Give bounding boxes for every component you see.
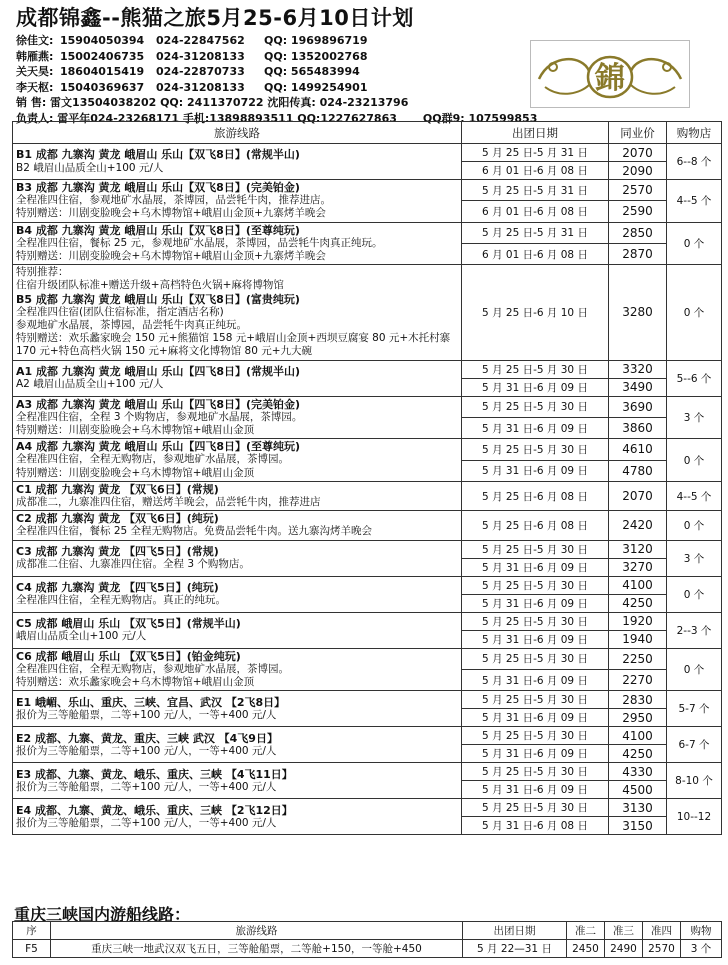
route-note: 特别赠送：欢乐蠡家晚会 150 元+熊猫馆 158 元+峨眉山金顶+西坝豆腐宴 80 元+木托村寨 170 元+特色高档火锅 150 元+麻将文化博物馆 80 元+九大碗 bbox=[16, 332, 451, 358]
departure-date: 5 月 25 日-5 月 30 日 bbox=[462, 648, 609, 669]
route-note: 特别赠送：欢乐蠡家晚会+乌木博物馆+峨眉山金顶 bbox=[16, 676, 255, 689]
table-row bbox=[13, 439, 722, 460]
trade-price: 4250 bbox=[609, 745, 667, 763]
departure-date: 5 月 25 日-6 月 08 日 bbox=[462, 481, 609, 510]
cruise-cell: 2450 bbox=[567, 940, 605, 958]
trade-price: 2850 bbox=[609, 222, 667, 243]
trade-price: 3120 bbox=[609, 540, 667, 558]
trade-price: 1920 bbox=[609, 612, 667, 630]
trade-price: 4250 bbox=[609, 594, 667, 612]
col-header-shop: 购物店 bbox=[667, 122, 722, 144]
trade-price: 1940 bbox=[609, 630, 667, 648]
contact-tel: 024-31208133 bbox=[156, 80, 245, 94]
table-row bbox=[13, 265, 722, 360]
departure-date: 5 月 25 日-5 月 31 日 bbox=[462, 222, 609, 243]
shop-count: 5--6 个 bbox=[667, 360, 722, 396]
departure-date: 5 月 31 日-6 月 09 日 bbox=[462, 745, 609, 763]
table-row bbox=[13, 180, 722, 201]
contact-row bbox=[16, 33, 537, 49]
trade-price: 2070 bbox=[609, 144, 667, 162]
route-cell bbox=[13, 799, 462, 835]
col-header-route: 旅游线路 bbox=[13, 122, 462, 144]
trade-price: 2570 bbox=[609, 180, 667, 201]
contact-block bbox=[16, 33, 537, 127]
departure-date: 5 月 25 日-5 月 30 日 bbox=[462, 396, 609, 417]
departure-date: 5 月 25 日-5 月 30 日 bbox=[462, 576, 609, 594]
cruise-col-header: 准二 bbox=[567, 922, 605, 940]
cruise-cell: 2490 bbox=[605, 940, 643, 958]
departure-date: 5 月 25 日-5 月 30 日 bbox=[462, 799, 609, 817]
cruise-cell: 5 月 22—31 日 bbox=[463, 940, 567, 958]
route-title: E3 成都、九寨、黄龙、峨乐、重庆、三峡 【4飞11日】 bbox=[16, 767, 293, 781]
route-title: B1 成都 九寨沟 黄龙 峨眉山 乐山【双飞8日】(常规半山) bbox=[16, 148, 300, 162]
table-row bbox=[13, 481, 722, 510]
trade-price: 3150 bbox=[609, 817, 667, 835]
route-title: C2 成都 九寨沟 黄龙 【双飞6日】(纯玩) bbox=[16, 512, 219, 526]
route-title: C6 成都 峨眉山 乐山 【双飞5日】(铂金纯玩) bbox=[16, 649, 241, 663]
contact-qq: QQ: 1969896719 bbox=[264, 34, 368, 47]
trade-price: 4610 bbox=[609, 439, 667, 460]
route-note: 特别赠送：川剧变脸晚会+乌木博物馆+峨眉山金顶 bbox=[16, 424, 255, 437]
departure-date: 5 月 31 日-6 月 09 日 bbox=[462, 558, 609, 576]
cruise-col-header: 准四 bbox=[643, 922, 681, 940]
shop-count: 4--5 个 bbox=[667, 180, 722, 223]
table-row bbox=[13, 727, 722, 745]
route-cell bbox=[13, 265, 462, 360]
route-note: 特别推荐： bbox=[16, 266, 69, 279]
route-cell bbox=[13, 481, 462, 510]
route-note: 全程准四住宿，全程无购物店，参观地矿水晶展，茶博园。 bbox=[16, 453, 289, 466]
shop-count: 8-10 个 bbox=[667, 763, 722, 799]
departure-date: 6 月 01 日-6 月 08 日 bbox=[462, 201, 609, 222]
cruise-cell: 2570 bbox=[643, 940, 681, 958]
contact-qq: QQ: 1499254901 bbox=[264, 80, 368, 94]
route-note: 特别赠送：川剧变脸晚会+乌木博物馆+峨眉山金顶+九寨烤羊晚会 bbox=[16, 250, 326, 263]
trade-price: 3280 bbox=[609, 265, 667, 360]
trade-price: 4330 bbox=[609, 763, 667, 781]
trade-price: 4500 bbox=[609, 781, 667, 799]
contact-tel: 024-22870733 bbox=[156, 65, 245, 79]
qq-group: QQ群9: 107599853 bbox=[422, 111, 538, 125]
route-note: 全程准四住宿(团队住宿标准，指定酒店名称) bbox=[16, 305, 224, 318]
route-title: C3 成都 九寨沟 黄龙 【四飞5日】(常规) bbox=[16, 544, 219, 558]
trade-price: 2270 bbox=[609, 669, 667, 690]
route-note: 报价为三等舱船票，二等+100 元/人，一等+400 元/人 bbox=[16, 816, 277, 829]
route-note: 报价为三等舱船票，二等+100 元/人，一等+400 元/人 bbox=[16, 708, 277, 721]
cruise-section-title: 重庆三峡国内游船线路： bbox=[14, 905, 191, 924]
route-note: 全程准四住宿，全程 3 个购物店，参观地矿水晶展，茶博园。 bbox=[16, 410, 303, 423]
departure-date: 5 月 25 日-5 月 30 日 bbox=[462, 727, 609, 745]
route-title: A3 成都 九寨沟 黄龙 峨眉山 乐山【四飞8日】(完美铂金) bbox=[16, 397, 301, 411]
route-title: B5 成都 九寨沟 黄龙 峨眉山 乐山【双飞8日】(富贵纯玩) bbox=[16, 292, 300, 306]
departure-date: 5 月 25 日-6 月 08 日 bbox=[462, 511, 609, 540]
route-note: 全程准四住宿，餐标 25 元，参观地矿水晶展，茶博园，品尝牦牛肉真正纯玩。 bbox=[16, 236, 383, 249]
table-row bbox=[13, 612, 722, 630]
trade-price: 3690 bbox=[609, 396, 667, 417]
shop-count: 3 个 bbox=[667, 540, 722, 576]
trade-price: 3130 bbox=[609, 799, 667, 817]
trade-price: 4780 bbox=[609, 460, 667, 481]
contact-row bbox=[16, 49, 537, 65]
route-cell bbox=[13, 763, 462, 799]
logo-character: 錦 bbox=[595, 61, 625, 96]
shop-count: 0 个 bbox=[667, 648, 722, 691]
table-row bbox=[13, 648, 722, 669]
shop-count: 6--8 个 bbox=[667, 144, 722, 180]
contact-qq: QQ: 1352002768 bbox=[264, 49, 368, 63]
contact-mobile: 18604015419 bbox=[60, 65, 145, 79]
trade-price: 2070 bbox=[609, 481, 667, 510]
contact-mobile: 15002406735 bbox=[60, 49, 145, 63]
cruise-cell: 重庆三峡一地武汉双飞五日，三等舱船票，二等舱+150，一等舱+450 bbox=[51, 940, 463, 958]
contact-name: 韩雁燕: bbox=[16, 49, 54, 63]
route-cell bbox=[13, 576, 462, 612]
route-title: A1 成都 九寨沟 黄龙 峨眉山 乐山【四飞8日】(常规半山) bbox=[16, 364, 301, 378]
route-cell bbox=[13, 511, 462, 540]
table-row bbox=[13, 511, 722, 540]
route-title: E2 成都、九寨、黄龙、重庆、三峡 武汉 【4飞9日】 bbox=[16, 731, 278, 745]
shop-count: 3 个 bbox=[667, 396, 722, 439]
departure-date: 5 月 31 日-6 月 09 日 bbox=[462, 417, 609, 438]
trade-price: 4100 bbox=[609, 576, 667, 594]
departure-date: 5 月 31 日-6 月 09 日 bbox=[462, 460, 609, 481]
sales-row bbox=[16, 95, 537, 111]
route-title: B4 成都 九寨沟 黄龙 峨眉山 乐山【双飞8日】(至尊纯玩) bbox=[16, 223, 300, 237]
route-note: B2 峨眉山品质全山+100 元/人 bbox=[16, 161, 164, 174]
contact-tel: 024-22847562 bbox=[156, 34, 245, 47]
table-row bbox=[13, 396, 722, 417]
table-row bbox=[13, 360, 722, 378]
route-note: 全程准四住宿，全程无购物店，参观地矿水晶展，茶博园。 bbox=[16, 662, 289, 675]
page-title: 成都锦鑫--熊猫之旅5月25-6月10日计划 bbox=[16, 6, 414, 30]
shop-count: 5-7 个 bbox=[667, 691, 722, 727]
trade-price: 2950 bbox=[609, 709, 667, 727]
route-title: C1 成都 九寨沟 黄龙 【双飞6日】(常规) bbox=[16, 482, 219, 496]
route-cell bbox=[13, 222, 462, 265]
cruise-header-row bbox=[13, 922, 722, 940]
table-row bbox=[13, 540, 722, 558]
cruise-col-header: 出团日期 bbox=[463, 922, 567, 940]
departure-date: 5 月 25 日-5 月 30 日 bbox=[462, 691, 609, 709]
departure-date: 5 月 31 日-6 月 09 日 bbox=[462, 594, 609, 612]
table-header-row bbox=[13, 122, 722, 144]
cruise-col-header: 准三 bbox=[605, 922, 643, 940]
route-cell bbox=[13, 612, 462, 648]
trade-price: 4100 bbox=[609, 727, 667, 745]
contact-mobile: 15040369637 bbox=[60, 80, 145, 94]
cruise-row bbox=[13, 940, 722, 958]
table-row bbox=[13, 144, 722, 162]
trade-price: 2830 bbox=[609, 691, 667, 709]
table-row bbox=[13, 799, 722, 817]
route-note: 全程准四住宿，参观地矿水晶展，茶博园，品尝牦牛肉，推荐进店。 bbox=[16, 194, 331, 207]
route-note: A2 峨眉山品质全山+100 元/人 bbox=[16, 378, 164, 391]
shop-count: 6-7 个 bbox=[667, 727, 722, 763]
route-cell bbox=[13, 180, 462, 223]
departure-date: 5 月 31 日-6 月 09 日 bbox=[462, 709, 609, 727]
route-cell bbox=[13, 540, 462, 576]
departure-date: 5 月 25 日-5 月 30 日 bbox=[462, 360, 609, 378]
cruise-col-header: 旅游线路 bbox=[51, 922, 463, 940]
departure-date: 5 月 25 日-5 月 31 日 bbox=[462, 144, 609, 162]
logo-graphic bbox=[531, 41, 689, 107]
tour-price-table bbox=[12, 121, 722, 835]
shop-count: 2--3 个 bbox=[667, 612, 722, 648]
route-note: 报价为三等舱船票，二等+100 元/人，一等+400 元/人 bbox=[16, 744, 277, 757]
manager-info: 负责人: 雷平年024-23268171 手机:13898893511 QQ:1227627863 bbox=[16, 111, 397, 125]
route-title: E1 峨嵋、乐山、重庆、三峡、宜昌、武汉 【2飞8日】 bbox=[16, 695, 286, 709]
cruise-col-header: 购物 bbox=[681, 922, 722, 940]
route-title: A4 成都 九寨沟 黄龙 峨眉山 乐山【四飞8日】(至尊纯玩) bbox=[16, 440, 301, 454]
route-title: E4 成都、九寨、黄龙、峨乐、重庆、三峡 【2飞12日】 bbox=[16, 803, 293, 817]
route-cell bbox=[13, 691, 462, 727]
departure-date: 6 月 01 日-6 月 08 日 bbox=[462, 162, 609, 180]
shop-count: 0 个 bbox=[667, 265, 722, 360]
table-row bbox=[13, 576, 722, 594]
departure-date: 5 月 31 日-6 月 09 日 bbox=[462, 378, 609, 396]
route-note: 报价为三等舱船票，二等+100 元/人，一等+400 元/人 bbox=[16, 780, 277, 793]
route-note: 成都准二，九寨准四住宿，赠送烤羊晚会，品尝牦牛肉，推荐进店 bbox=[16, 496, 321, 509]
table-row bbox=[13, 222, 722, 243]
departure-date: 6 月 01 日-6 月 08 日 bbox=[462, 243, 609, 264]
sales-info: 销 售: 雷文13504038202 QQ: 2411370722 沈阳传真: 024-23213796 bbox=[16, 96, 409, 110]
route-note: 住宿升级团队标准+赠送升级+高档特色火锅+麻将博物馆 bbox=[16, 279, 284, 292]
contact-qq: QQ: 565483994 bbox=[264, 65, 360, 79]
shop-count: 0 个 bbox=[667, 511, 722, 540]
route-title: B3 成都 九寨沟 黄龙 峨眉山 乐山【双飞8日】(完美铂金) bbox=[16, 181, 300, 194]
contact-tel: 024-31208133 bbox=[156, 49, 245, 63]
departure-date: 5 月 31 日-6 月 08 日 bbox=[462, 817, 609, 835]
departure-date: 5 月 31 日-6 月 09 日 bbox=[462, 669, 609, 690]
shop-count: 0 个 bbox=[667, 576, 722, 612]
departure-date: 5 月 31 日-6 月 09 日 bbox=[462, 781, 609, 799]
trade-price: 2420 bbox=[609, 511, 667, 540]
contact-name: 李天枢: bbox=[16, 80, 54, 94]
departure-date: 5 月 31 日-6 月 09 日 bbox=[462, 630, 609, 648]
trade-price: 3320 bbox=[609, 360, 667, 378]
departure-date: 5 月 25 日-5 月 30 日 bbox=[462, 540, 609, 558]
cruise-col-header: 序 bbox=[13, 922, 51, 940]
trade-price: 2870 bbox=[609, 243, 667, 264]
shop-count: 10--12 bbox=[667, 799, 722, 835]
cruise-cell: F5 bbox=[13, 940, 51, 958]
departure-date: 5 月 25 日-5 月 30 日 bbox=[462, 439, 609, 460]
route-note: 特别赠送：川剧变脸晚会+乌木博物馆+峨眉山金顶+九寨烤羊晚会 bbox=[16, 207, 326, 220]
route-note: 全程准四住宿，餐标 25 全程无购物店。免费品尝牦牛肉。送九寨沟烤羊晚会 bbox=[16, 525, 373, 538]
company-logo bbox=[530, 40, 690, 108]
trade-price: 3490 bbox=[609, 378, 667, 396]
route-cell bbox=[13, 727, 462, 763]
route-note: 全程准四住宿，全程无购物店。真正的纯玩。 bbox=[16, 594, 226, 607]
departure-date: 5 月 25 日-5 月 31 日 bbox=[462, 180, 609, 201]
contact-name: 关天昊: bbox=[16, 65, 54, 79]
trade-price: 2590 bbox=[609, 201, 667, 222]
route-note: 成都准二住宿、九寨准四住宿。全程 3 个购物店。 bbox=[16, 558, 250, 571]
shop-count: 0 个 bbox=[667, 222, 722, 265]
departure-date: 5 月 25 日-6 月 10 日 bbox=[462, 265, 609, 360]
trade-price: 3860 bbox=[609, 417, 667, 438]
departure-date: 5 月 25 日-5 月 30 日 bbox=[462, 763, 609, 781]
contact-row bbox=[16, 80, 537, 96]
route-cell bbox=[13, 360, 462, 396]
trade-price: 3270 bbox=[609, 558, 667, 576]
contact-name: 徐佳文: bbox=[16, 34, 54, 47]
table-row bbox=[13, 691, 722, 709]
table-row bbox=[13, 763, 722, 781]
route-cell bbox=[13, 648, 462, 691]
route-cell bbox=[13, 439, 462, 482]
route-cell bbox=[13, 396, 462, 439]
cruise-table bbox=[12, 921, 722, 958]
route-note: 参观地矿水晶展，茶博园，品尝牦牛肉真正纯玩。 bbox=[16, 319, 247, 332]
trade-price: 2250 bbox=[609, 648, 667, 669]
route-title: C5 成都 峨眉山 乐山 【双飞5日】(常规半山) bbox=[16, 616, 241, 630]
col-header-date: 出团日期 bbox=[462, 122, 609, 144]
route-note: 特别赠送：川剧变脸晚会+乌木博物馆+峨眉山金顶 bbox=[16, 466, 255, 479]
route-title: C4 成都 九寨沟 黄龙 【四飞5日】(纯玩) bbox=[16, 580, 219, 594]
cruise-cell: 3 个 bbox=[681, 940, 722, 958]
shop-count: 0 个 bbox=[667, 439, 722, 482]
departure-date: 5 月 25 日-5 月 30 日 bbox=[462, 612, 609, 630]
route-cell bbox=[13, 144, 462, 180]
route-note: 峨眉山品质全山+100 元/人 bbox=[16, 630, 147, 643]
col-header-price: 同业价 bbox=[609, 122, 667, 144]
contact-mobile: 15904050394 bbox=[60, 34, 145, 47]
shop-count: 4--5 个 bbox=[667, 481, 722, 510]
trade-price: 2090 bbox=[609, 162, 667, 180]
contact-row bbox=[16, 64, 537, 80]
